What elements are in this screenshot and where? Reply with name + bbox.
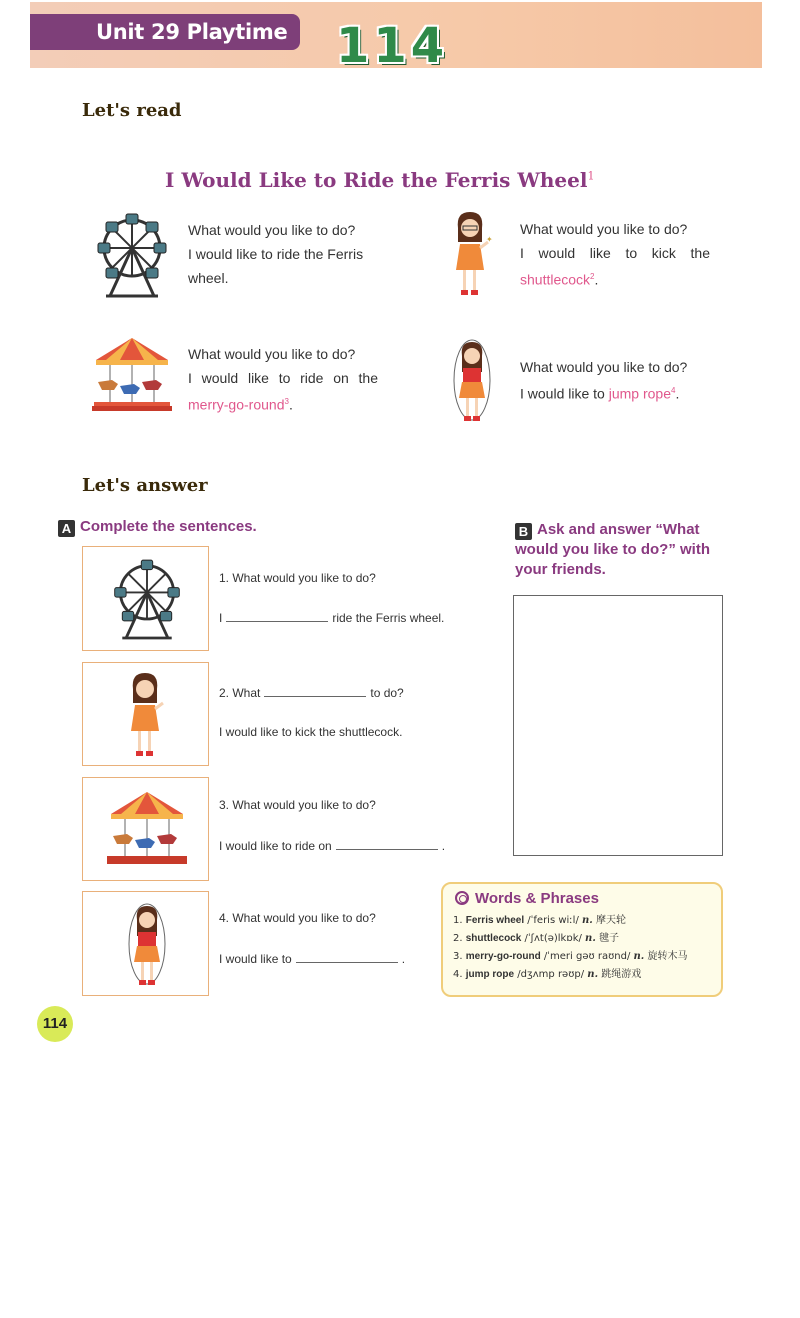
exercise-1-picture (82, 546, 209, 651)
blank-1[interactable] (226, 610, 328, 622)
word-item: 2. shuttlecock /ˈʃʌt(ə)lkɒk/ n. 毽子 (453, 933, 619, 944)
lets-read-tag: Let's read (60, 102, 182, 120)
words-phrases-title: Words & Phrases (453, 890, 711, 907)
girl-jump-rope-illustration (450, 338, 494, 424)
dialog-shuttlecock: What would you like to do? I would like to kick the shuttlecock$^2$. (520, 221, 710, 288)
dialog-ferris: What would you like to do? I would like to ride the Ferris wheel. (188, 222, 364, 286)
girl-jump-rope-icon (125, 902, 169, 988)
exercise-3-answer: I would like to ride on . (219, 839, 446, 853)
section-b-letter: B (515, 523, 532, 540)
section-b-answer-box[interactable] (513, 595, 723, 856)
merry-go-round-icon (105, 790, 189, 868)
exercise-4-answer: I would like to . (219, 952, 406, 966)
exercise-4-question: 4. What would you like to do? (219, 911, 376, 925)
svg-text:✦: ✦ (486, 235, 493, 244)
title-footnote: 1 (587, 169, 595, 183)
story-title: I Would Like to Ride the Ferris Wheel$^1$ (165, 168, 595, 192)
page-number-big: 114 (336, 18, 449, 74)
exercise-2-picture (82, 662, 209, 766)
blank-4[interactable] (296, 951, 398, 963)
target-circle-icon (455, 891, 469, 905)
ferris-wheel-illustration (92, 212, 172, 300)
girl-shuttlecock-illustration (448, 208, 494, 300)
exercise-3-question: 3. What would you like to do? (219, 798, 376, 812)
unit-label: Unit 29 Playtime (30, 14, 300, 50)
exercise-1-answer: I ride the Ferris wheel. (219, 611, 445, 625)
dialog-merry-go-round: What would you like to do? I would like to ride on the merry-go-round$^3$. (188, 346, 378, 413)
word-item: 4. jump rope /dʒʌmp rəʊp/ n. 跳绳游戏 (453, 969, 642, 980)
section-a-title: A Complete the sentences. (58, 518, 257, 537)
section-a-letter: A (58, 520, 75, 537)
section-b-title: B Ask and answer “What would you like to do?” with your friends. (515, 521, 710, 578)
ferris-wheel-icon (109, 557, 185, 643)
girl-shuttlecock-icon (123, 669, 169, 761)
merry-go-round-illustration (90, 336, 174, 414)
page-number: 114 (37, 1006, 73, 1042)
exercise-3-picture (82, 777, 209, 881)
dialog-jump-rope: What would you like to do? I would like to jump rope$^4$. (520, 359, 688, 402)
word-item: 3. merry-go-round /ˈmeri gəʊ raʊnd/ n. 旋转木马 (453, 951, 688, 962)
exercise-1-question: 1. What would you like to do? (219, 571, 376, 585)
words-phrases-box (441, 882, 723, 997)
exercise-2-question: 2. What to do? (219, 686, 404, 700)
blank-3[interactable] (336, 838, 438, 850)
blank-2[interactable] (264, 685, 366, 697)
lets-answer-tag: Let's answer (60, 477, 208, 495)
word-item: 1. Ferris wheel /ˈferis wiːl/ n. 摩天轮 (453, 915, 626, 926)
exercise-4-picture (82, 891, 209, 996)
exercise-2-answer: I would like to kick the shuttlecock. (219, 725, 403, 739)
